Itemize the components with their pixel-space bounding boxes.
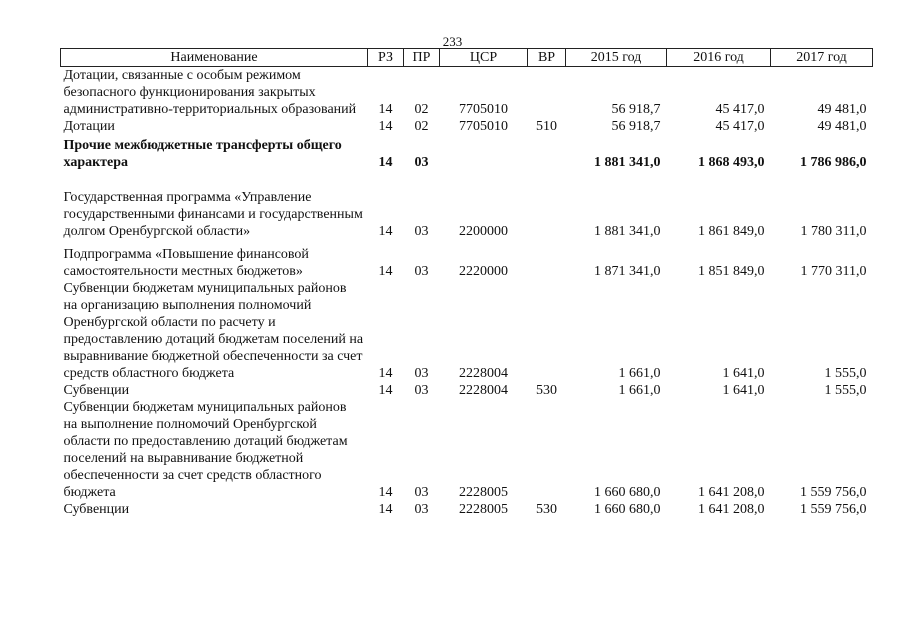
cell-2016: 45 417,0 xyxy=(715,102,765,117)
cell-pr: 03 xyxy=(414,485,429,500)
cell-csr: 2228005 xyxy=(459,502,508,517)
cell-rz: 14 xyxy=(378,485,393,500)
cell-pr: 03 xyxy=(414,224,429,239)
column-header-2016: 2016 год xyxy=(667,49,771,67)
cell-name: Дотации xyxy=(63,119,115,134)
cell-2015: 1 661,0 xyxy=(618,383,661,398)
cell-csr: 7705010 xyxy=(459,119,508,134)
cell-rz: 14 xyxy=(378,119,393,134)
cell-2016: 45 417,0 xyxy=(715,119,765,134)
cell-2015: 56 918,7 xyxy=(611,102,661,117)
cell-2017: 1 786 986,0 xyxy=(800,155,867,170)
cell-pr: 03 xyxy=(414,366,429,381)
budget-table xyxy=(60,48,873,518)
cell-name: Субвенции бюджетам муниципальных районов на организацию выполнения полномочий Оренбургской области по расчету и предоставлению дотаций бюджетам поселений на выравнивание бюджетной обеспеченности за счет средств областного бюджета xyxy=(63,281,364,381)
cell-rz: 14 xyxy=(378,224,393,239)
cell-vr xyxy=(528,280,566,382)
cell-rz: 14 xyxy=(378,366,393,381)
cell-name: Государственная программа «Управление государственными финансами и государственным долгом Оренбургской области» xyxy=(63,190,363,239)
cell-2016: 1 641,0 xyxy=(722,366,765,381)
cell-csr: 7705010 xyxy=(459,102,508,117)
cell-2017: 1 559 756,0 xyxy=(800,502,867,517)
cell-2017: 1 555,0 xyxy=(824,366,867,381)
cell-csr: 2220000 xyxy=(459,264,508,279)
cell-csr: 2200000 xyxy=(459,224,508,239)
table-body xyxy=(61,67,873,519)
cell-2017: 1 555,0 xyxy=(824,383,867,398)
cell-2015: 1 871 341,0 xyxy=(594,264,661,279)
cell-2017: 1 780 311,0 xyxy=(800,224,867,239)
cell-2016: 1 851 849,0 xyxy=(698,264,765,279)
cell-vr xyxy=(528,135,566,171)
table-row xyxy=(61,382,873,399)
cell-vr xyxy=(528,67,566,119)
cell-2016: 1 641 208,0 xyxy=(698,485,765,500)
cell-vr xyxy=(528,171,566,240)
cell-vr: 530 xyxy=(536,383,557,398)
cell-rz: 14 xyxy=(378,102,393,117)
cell-csr: 2228004 xyxy=(459,366,508,381)
column-header-pr: ПР xyxy=(404,49,440,67)
cell-vr: 530 xyxy=(536,502,557,517)
cell-2017: 1 770 311,0 xyxy=(800,264,867,279)
table-row xyxy=(61,135,873,171)
cell-pr: 03 xyxy=(414,264,429,279)
cell-vr xyxy=(528,399,566,501)
cell-2015: 56 918,7 xyxy=(611,119,661,134)
cell-name: Субвенции xyxy=(63,502,130,517)
table-row xyxy=(61,240,873,280)
cell-2016: 1 861 849,0 xyxy=(698,224,765,239)
cell-pr: 02 xyxy=(414,119,429,134)
column-header-2015: 2015 год xyxy=(566,49,667,67)
table-header-row xyxy=(61,49,873,67)
cell-2016: 1 641 208,0 xyxy=(698,502,765,517)
cell-name: Субвенции xyxy=(63,383,130,398)
column-header-2017: 2017 год xyxy=(771,49,873,67)
table-row xyxy=(61,118,873,135)
cell-2015: 1 881 341,0 xyxy=(594,224,661,239)
table-row xyxy=(61,501,873,518)
cell-pr: 03 xyxy=(414,155,429,170)
cell-2016: 1 868 493,0 xyxy=(698,155,765,170)
column-header-csr: ЦСР xyxy=(440,49,528,67)
cell-name: Субвенции бюджетам муниципальных районов на выполнение полномочий Оренбургской области по предоставлению дотаций бюджетам поселений на выравнивание бюджетной обеспеченности за счет средств областного бюджета xyxy=(63,400,348,500)
cell-2015: 1 660 680,0 xyxy=(594,502,661,517)
cell-pr: 03 xyxy=(414,502,429,517)
cell-2017: 49 481,0 xyxy=(817,119,867,134)
cell-pr: 02 xyxy=(414,102,429,117)
column-header-rz: РЗ xyxy=(368,49,404,67)
cell-name: Дотации, связанные с особым режимом безопасного функционирования закрытых административно-территориальных образований xyxy=(63,68,357,117)
cell-name: Подпрограмма «Повышение финансовой самостоятельности местных бюджетов» xyxy=(63,247,309,279)
cell-2016: 1 641,0 xyxy=(722,383,765,398)
cell-vr: 510 xyxy=(536,119,557,134)
cell-rz: 14 xyxy=(378,155,393,170)
cell-2017: 1 559 756,0 xyxy=(800,485,867,500)
cell-csr xyxy=(440,135,528,171)
cell-2017: 49 481,0 xyxy=(817,102,867,117)
cell-2015: 1 660 680,0 xyxy=(594,485,661,500)
page-number: 233 xyxy=(442,34,463,49)
table-row xyxy=(61,171,873,240)
table-row xyxy=(61,67,873,119)
cell-rz: 14 xyxy=(378,383,393,398)
cell-csr: 2228004 xyxy=(459,383,508,398)
cell-2015: 1 661,0 xyxy=(618,366,661,381)
cell-2015: 1 881 341,0 xyxy=(594,155,661,170)
table-row xyxy=(61,280,873,382)
cell-name: Прочие межбюджетные трансферты общего характера xyxy=(63,138,342,170)
cell-pr: 03 xyxy=(414,383,429,398)
table-row xyxy=(61,399,873,501)
cell-rz: 14 xyxy=(378,502,393,517)
column-header-name: Наименование xyxy=(61,49,368,67)
cell-rz: 14 xyxy=(378,264,393,279)
cell-vr xyxy=(528,240,566,280)
cell-csr: 2228005 xyxy=(459,485,508,500)
column-header-vr: ВР xyxy=(528,49,566,67)
